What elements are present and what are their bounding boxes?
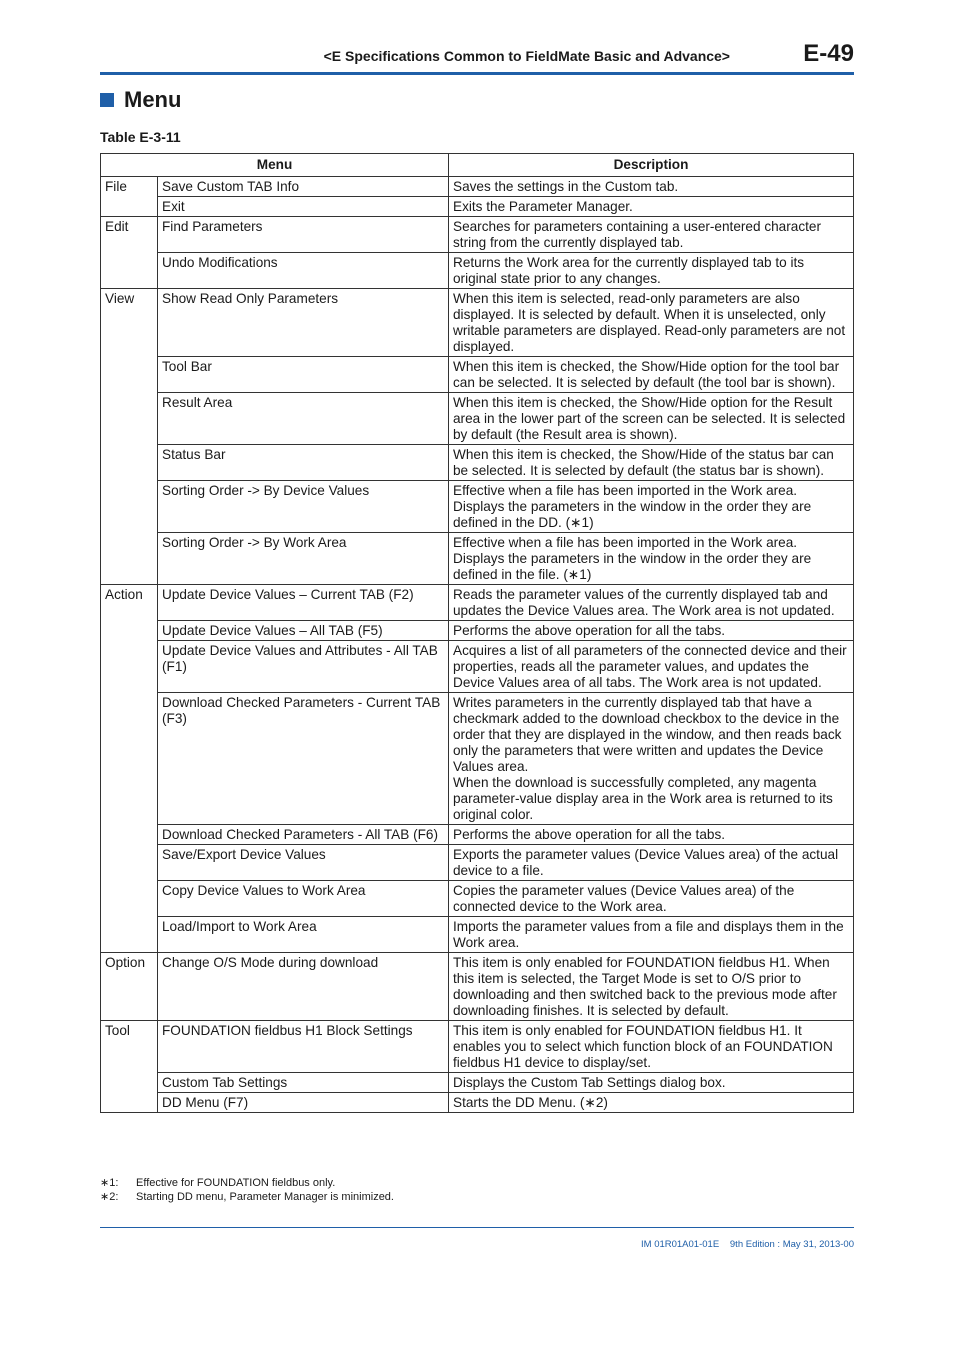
table-row — [101, 641, 854, 693]
header-description: Description — [449, 154, 854, 177]
footer-rule — [100, 1227, 854, 1228]
header-rule — [100, 72, 854, 75]
table-row — [101, 289, 854, 357]
menu-item: Download Checked Parameters - All TAB (F6) — [158, 825, 449, 845]
menu-description: When this item is checked, the Show/Hide option for the tool bar can be selected. It is selected by default (the tool bar is shown). — [449, 357, 854, 393]
menu-category: View — [101, 289, 158, 585]
footnote-mark: ∗1: — [100, 1177, 119, 1189]
menu-description: When this item is checked, the Show/Hide option for the Result area in the lower part of the screen can be selected. It is selected by default (the Result area is shown). — [449, 393, 854, 445]
menu-item: Exit — [158, 197, 449, 217]
section-title — [100, 87, 181, 113]
table-row — [101, 357, 854, 393]
footnote-text: Effective for FOUNDATION fieldbus only. — [136, 1177, 336, 1189]
menu-description: This item is only enabled for FOUNDATION fieldbus H1. It enables you to select which function block of an FOUNDATION fieldbus H1 device to display/set. — [449, 1021, 854, 1073]
menu-category: Tool — [101, 1021, 158, 1113]
menu-description: Exports the parameter values (Device Values area) of the actual device to a file. — [449, 845, 854, 881]
menu-category: Action — [101, 585, 158, 953]
menu-item: Download Checked Parameters - Current TAB (F3) — [158, 693, 449, 825]
menu-item: Save/Export Device Values — [158, 845, 449, 881]
footer-doc-id: IM 01R01A01-01E — [641, 1239, 720, 1250]
table-row — [101, 445, 854, 481]
menu-description: Starts the DD Menu. (∗2) — [449, 1093, 854, 1113]
menu-description: Reads the parameter values of the currently displayed tab and updates the Device Values area. The Work area is not updated. — [449, 585, 854, 621]
menu-description: Writes parameters in the currently displayed tab that have a checkmark added to the download checkbox to the device in the order that they are displayed in the window, and then reads back only the parameters that were written and updates the Device Values area. When the download is successfully completed, any magenta parameter-value display area in the Work area is returned to its original color. — [449, 693, 854, 825]
table-row — [101, 621, 854, 641]
page-number: E-49 — [803, 40, 854, 67]
menu-item: Load/Import to Work Area — [158, 917, 449, 953]
menu-description: Performs the above operation for all the tabs. — [449, 621, 854, 641]
menu-category: File — [101, 177, 158, 217]
table-row — [101, 825, 854, 845]
table-row — [101, 585, 854, 621]
menu-category: Edit — [101, 217, 158, 289]
footnote-mark: ∗2: — [100, 1191, 119, 1203]
menu-description: Imports the parameter values from a file and displays them in the Work area. — [449, 917, 854, 953]
header-menu: Menu — [101, 154, 449, 177]
menu-item: Find Parameters — [158, 217, 449, 253]
table-row — [101, 693, 854, 825]
menu-item: Update Device Values and Attributes - All TAB (F1) — [158, 641, 449, 693]
section-title-text: Menu — [124, 87, 182, 112]
menu-category: Option — [101, 953, 158, 1021]
table-row — [101, 197, 854, 217]
menu-item: Sorting Order -> By Work Area — [158, 533, 449, 585]
menu-description: Displays the Custom Tab Settings dialog box. — [449, 1073, 854, 1093]
table-caption: Table E-3-11 — [100, 129, 181, 145]
table-row — [101, 917, 854, 953]
table-row — [101, 481, 854, 533]
menu-item: Custom Tab Settings — [158, 1073, 449, 1093]
table-row — [101, 217, 854, 253]
table-row — [101, 845, 854, 881]
menu-item: FOUNDATION fieldbus H1 Block Settings — [158, 1021, 449, 1073]
menu-item: Save Custom TAB Info — [158, 177, 449, 197]
menu-item: Undo Modifications — [158, 253, 449, 289]
table-row — [101, 1073, 854, 1093]
table-row — [101, 953, 854, 1021]
menu-item: Sorting Order -> By Device Values — [158, 481, 449, 533]
menu-item: DD Menu (F7) — [158, 1093, 449, 1113]
menu-item: Change O/S Mode during download — [158, 953, 449, 1021]
table-header-row — [101, 154, 854, 177]
menu-description: This item is only enabled for FOUNDATION fieldbus H1. When this item is selected, the Target Mode is set to O/S prior to downloading and then switched back to the previous mode after downloading finishes. It is selected by default. — [449, 953, 854, 1021]
menu-description: When this item is checked, the Show/Hide of the status bar can be selected. It is selected by default (the status bar is shown). — [449, 445, 854, 481]
table-row — [101, 533, 854, 585]
menu-item: Update Device Values – Current TAB (F2) — [158, 585, 449, 621]
menu-description: Searches for parameters containing a user-entered character string from the currently displayed tab. — [449, 217, 854, 253]
menu-item: Update Device Values – All TAB (F5) — [158, 621, 449, 641]
menu-description: Acquires a list of all parameters of the connected device and their properties, reads all the parameter values, and updates the Device Values area of all tabs. The Work area is not updated. — [449, 641, 854, 693]
table-row — [101, 177, 854, 197]
menu-item: Show Read Only Parameters — [158, 289, 449, 357]
footnotes — [100, 1176, 394, 1204]
menu-description: When this item is selected, read-only parameters are also displayed. It is selected by default. When it is unselected, only writable parameters are displayed. Read-only parameters are not displayed. — [449, 289, 854, 357]
table-row — [101, 1093, 854, 1113]
footnote — [100, 1190, 394, 1204]
menu-item: Copy Device Values to Work Area — [158, 881, 449, 917]
table-row — [101, 1021, 854, 1073]
menu-description: Saves the settings in the Custom tab. — [449, 177, 854, 197]
footnote-text: Starting DD menu, Parameter Manager is minimized. — [136, 1191, 394, 1203]
table-body — [101, 177, 854, 1113]
menu-description: Returns the Work area for the currently displayed tab to its original state prior to any changes. — [449, 253, 854, 289]
menu-description: Copies the parameter values (Device Values area) of the connected device to the Work area. — [449, 881, 854, 917]
table-row — [101, 253, 854, 289]
footer-edition: 9th Edition : May 31, 2013-00 — [729, 1239, 854, 1250]
menu-description: Effective when a file has been imported in the Work area. Displays the parameters in the window in the order they are defined in the file. (∗1) — [449, 533, 854, 585]
table-row — [101, 881, 854, 917]
menu-item: Tool Bar — [158, 357, 449, 393]
menu-description: Performs the above operation for all the tabs. — [449, 825, 854, 845]
menu-item: Result Area — [158, 393, 449, 445]
footnote — [100, 1176, 394, 1190]
menu-description: Effective when a file has been imported in the Work area. Displays the parameters in the window in the order they are defined in the DD. (∗1) — [449, 481, 854, 533]
running-header: <E Specifications Common to FieldMate Basic and Advance> — [323, 48, 730, 64]
table-row — [101, 393, 854, 445]
square-bullet-icon — [100, 93, 114, 107]
menu-table — [100, 153, 854, 1113]
menu-item: Status Bar — [158, 445, 449, 481]
menu-description: Exits the Parameter Manager. — [449, 197, 854, 217]
